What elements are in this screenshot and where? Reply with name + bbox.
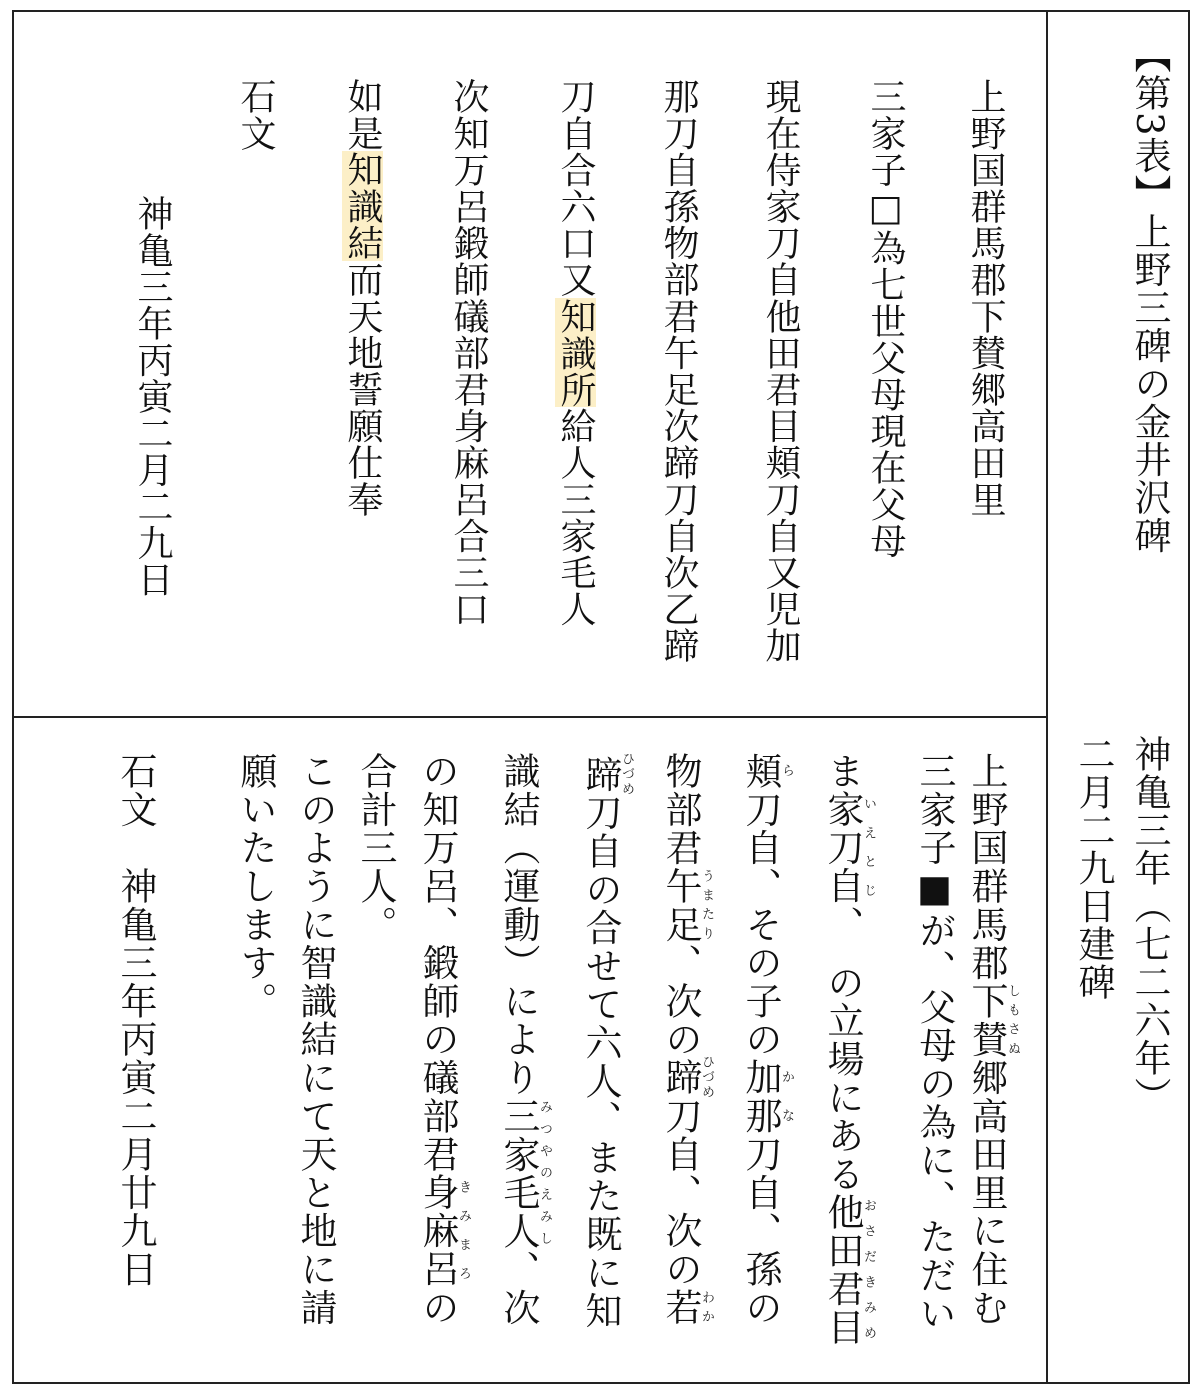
translation-line — [965, 752, 1020, 1327]
text-segment: ま — [821, 752, 864, 791]
text-segment: 刀自の合せて六人、また既に知 — [579, 793, 622, 1330]
ruby-base: 他田君目 — [821, 1193, 864, 1347]
ruby-word — [659, 1288, 714, 1327]
text-segment: 合計三人。 — [354, 752, 397, 944]
ruby-word — [965, 981, 1020, 1059]
furigana: ら — [779, 752, 794, 791]
ruby-base: 蹄 — [659, 1055, 702, 1101]
ruby-base: 頬 — [739, 752, 782, 791]
ruby-base: 三家毛人 — [497, 1096, 540, 1250]
text-segment: 三家子■が、父母の為に、ただい — [913, 752, 956, 1333]
ruby-base: 蹄 — [579, 752, 622, 797]
text-segment: 次知万呂鍛師礒部君身麻呂合三口 — [448, 78, 489, 627]
translation-line — [579, 752, 634, 1330]
text-segment: 現在侍家刀自他田君目頬刀自又児加 — [760, 78, 801, 664]
text-segment: 三家子□為七世父母現在父母 — [865, 78, 906, 559]
furigana: ひづめ — [699, 1055, 714, 1101]
text-segment: 上野国群馬郡 — [965, 752, 1008, 982]
highlighted-phrase: 知識結 — [342, 151, 383, 262]
text-segment: 刀自合六口又 — [555, 78, 596, 298]
text-segment: 上野国群馬郡下賛郷高田里 — [965, 78, 1006, 518]
ruby-base: 身麻呂 — [416, 1173, 459, 1289]
ruby-word — [416, 1173, 471, 1289]
ruby-base: 午足 — [659, 866, 702, 944]
translation-line — [416, 752, 471, 1327]
ruby-base: 家刀自 — [821, 790, 864, 906]
translation-line — [821, 752, 876, 1347]
ruby-base: 加那 — [739, 1058, 782, 1136]
original-line — [448, 78, 489, 627]
text-segment: 、 の立場にある — [821, 905, 864, 1194]
text-segment: 而天地誓願仕奉 — [342, 261, 383, 518]
text-segment: 、次 — [497, 1249, 540, 1327]
ruby-word — [659, 1055, 714, 1101]
text-segment: 刀自、次の — [659, 1096, 702, 1289]
translation-line — [354, 752, 397, 944]
row-divider — [12, 716, 1047, 718]
ruby-word — [739, 752, 794, 791]
furigana: きみまろ — [456, 1173, 471, 1289]
table-title — [1128, 36, 1171, 555]
ruby-base: 若 — [659, 1288, 702, 1327]
furigana: おさだきみめ — [861, 1193, 876, 1347]
text-segment: 給人三家毛人 — [555, 407, 596, 628]
ruby-word — [821, 790, 876, 906]
text-segment: 如是 — [342, 78, 383, 152]
original-line — [760, 78, 801, 664]
text-segment: 、次の — [659, 943, 702, 1059]
translation-line — [294, 752, 337, 1327]
translation-line — [659, 752, 714, 1327]
erection-date-day — [1072, 735, 1115, 1001]
text-segment: の — [416, 1288, 459, 1327]
furigana: いえとじ — [861, 790, 876, 906]
original-line — [342, 78, 383, 518]
text-segment: の知万呂、鍛師の礒部君 — [416, 752, 459, 1174]
original-line — [965, 78, 1006, 518]
text-segment: 【第3表】上野三碑の金井沢碑 — [1128, 36, 1171, 555]
text-segment: 識結（運動）により — [497, 752, 540, 1097]
ruby-word — [579, 752, 634, 797]
ruby-word — [821, 1193, 876, 1347]
translation-line — [497, 752, 552, 1327]
furigana: しもさぬ — [1005, 981, 1020, 1059]
translation-line — [739, 752, 794, 1327]
text-segment: 石文 神亀三年丙寅二月廿九日 — [114, 752, 157, 1289]
original-line — [555, 78, 596, 628]
highlighted-phrase: 知識所 — [555, 297, 596, 408]
text-segment: 神亀三年丙寅二月二九日 — [132, 195, 173, 598]
original-line — [658, 78, 699, 664]
furigana: わか — [699, 1288, 714, 1327]
text-segment: 刀自、孫の — [739, 1135, 782, 1327]
text-segment: 神亀三年（七二六年） — [1128, 735, 1171, 1115]
text-segment: 郷高田里に住む — [965, 1058, 1008, 1327]
furigana: みつやのえみし — [537, 1096, 552, 1250]
text-segment: このように智識結にて天と地に請 — [294, 752, 337, 1327]
ruby-word — [659, 866, 714, 944]
text-segment: 物部君 — [659, 752, 702, 867]
original-line — [865, 78, 906, 559]
column-divider — [1046, 10, 1048, 1384]
original-line — [132, 195, 173, 598]
furigana: うまたり — [699, 866, 714, 944]
text-segment: 刀自、その子の — [739, 790, 782, 1059]
ruby-word — [739, 1058, 794, 1136]
text-segment: 願いたします。 — [234, 752, 277, 1021]
ruby-word — [497, 1096, 552, 1250]
furigana: ひづめ — [619, 752, 634, 797]
text-segment: 石文 — [235, 78, 276, 152]
ruby-base: 下賛 — [965, 981, 1008, 1059]
translation-line — [234, 752, 277, 1021]
translation-line — [114, 752, 157, 1289]
original-line — [235, 78, 276, 152]
text-segment: 那刀自孫物部君午足次蹄刀自次乙蹄 — [658, 78, 699, 664]
text-segment: 二月二九日建碑 — [1072, 735, 1115, 1001]
translation-line — [913, 752, 956, 1333]
furigana: かな — [779, 1058, 794, 1136]
erection-date-year — [1128, 735, 1171, 1115]
